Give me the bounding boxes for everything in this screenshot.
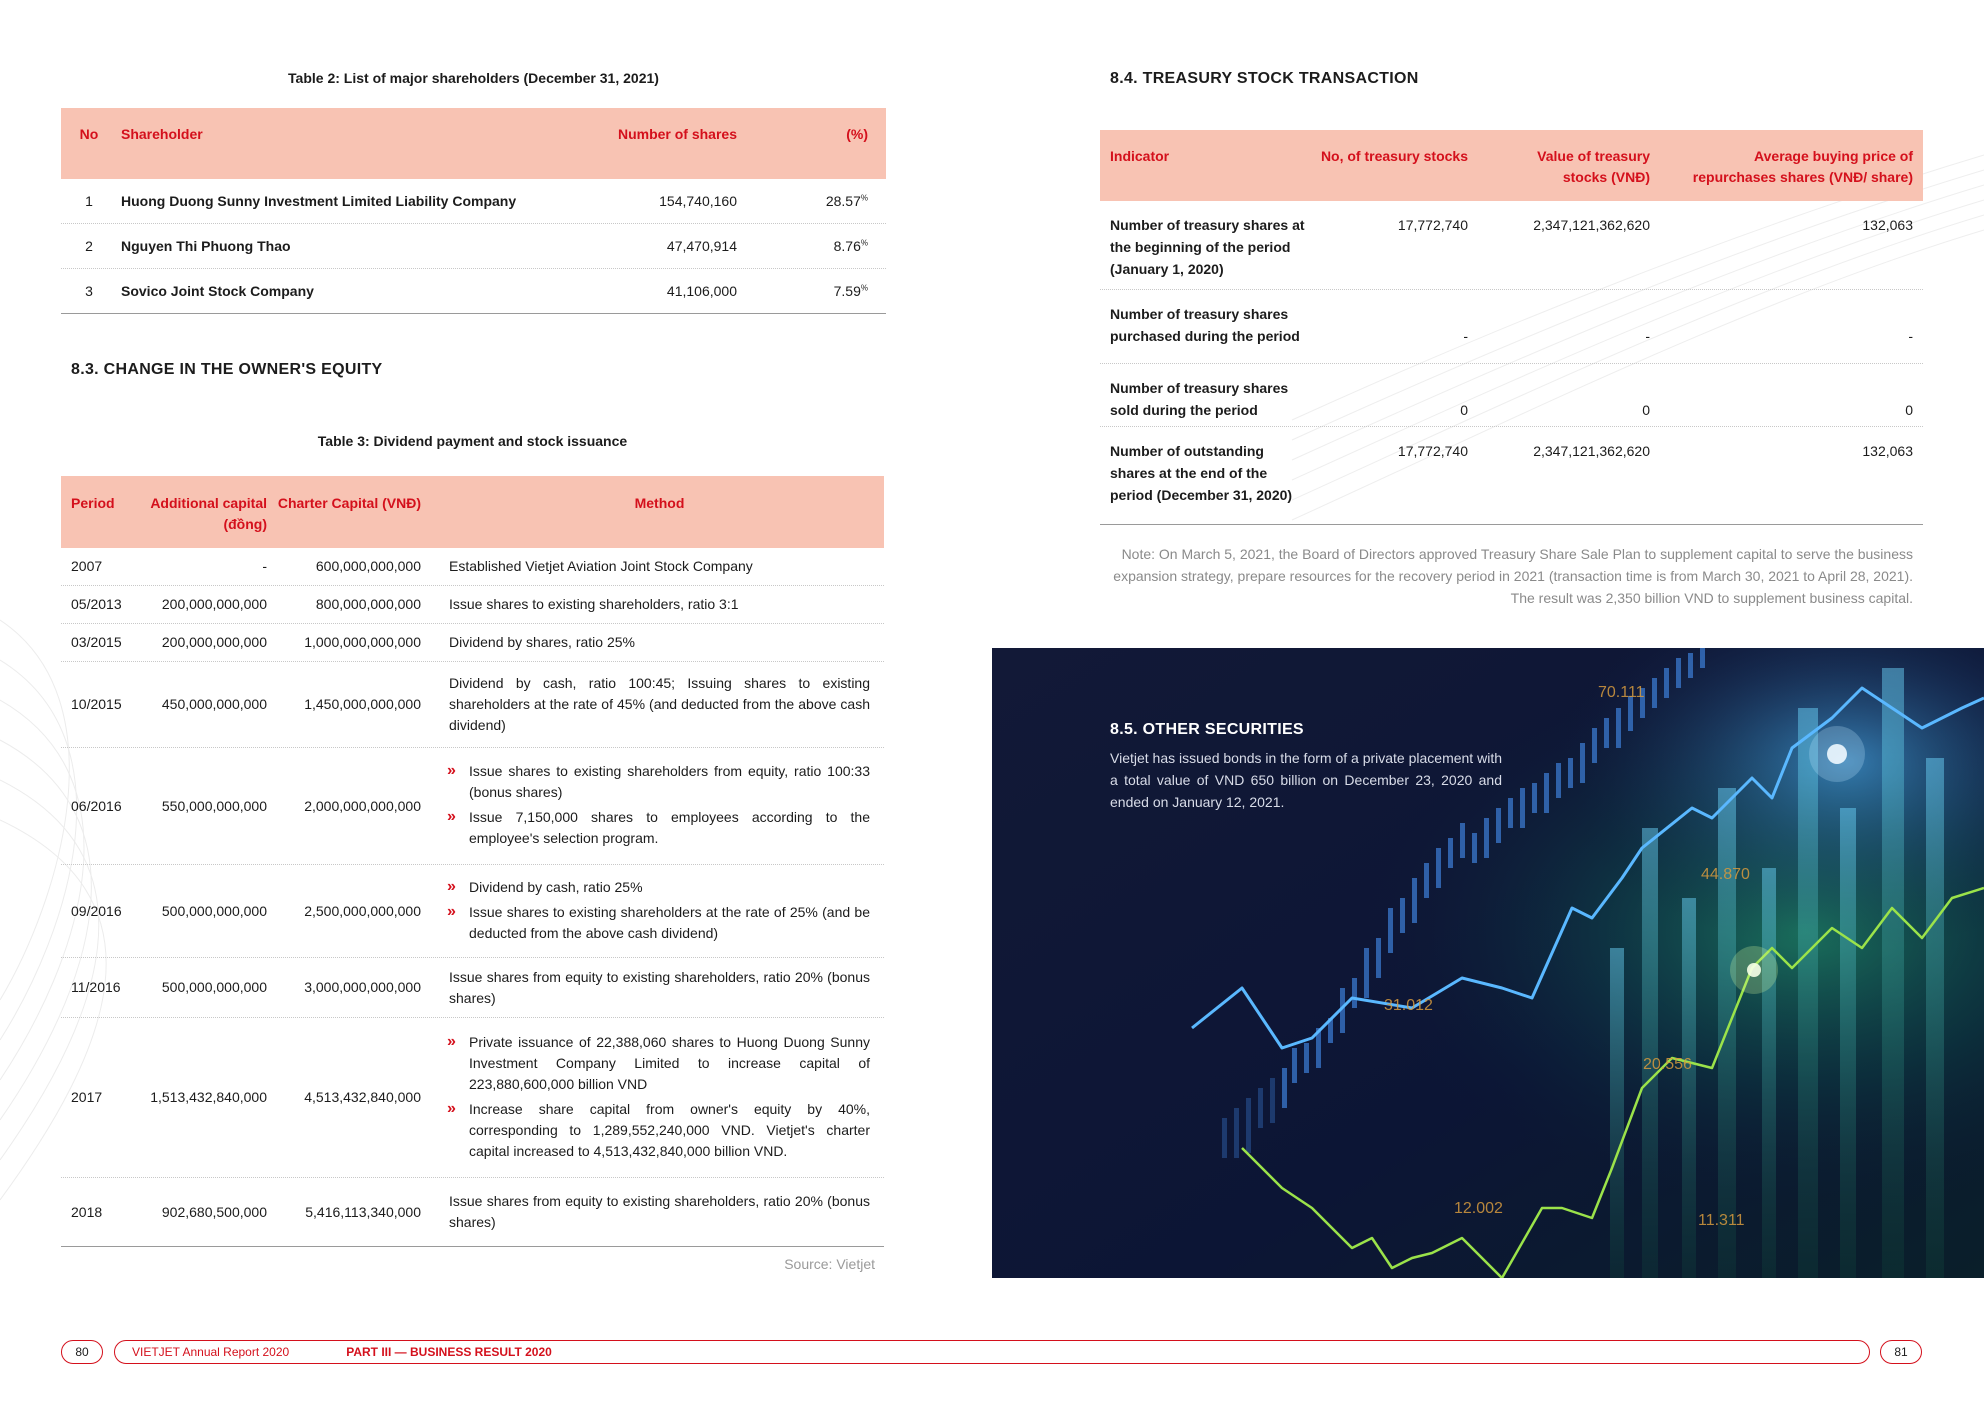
cell-period: 2018 <box>71 1203 103 1220</box>
cell-value: 2,347,121,362,620 <box>1533 443 1650 459</box>
source-note: Source: Vietjet <box>784 1256 875 1272</box>
chart-value-label: 31.012 <box>1384 997 1433 1014</box>
table-header <box>1100 130 1923 201</box>
cell-charter: 600,000,000,000 <box>315 558 421 574</box>
treasury-note: Note: On March 5, 2021, the Board of Directors approved Treasury Share Sale Plan to supplement capital to serve the business expansion strategy, prepare resources for the recovery period in 2021 (transaction time is from March 30, 2021 to April 28, 2021). The result was 2,350 billion VND to supplement business capital. <box>1113 546 1913 606</box>
table-row <box>61 958 884 1018</box>
cell-shareholder: Huong Duong Sunny Investment Limited Liability Company <box>121 193 517 209</box>
cell-charter: 3,000,000,000,000 <box>304 979 421 995</box>
cell-method: Issue shares from equity to existing shareholders, ratio 20% (bonus shares) <box>449 1193 870 1230</box>
cell-charter: 800,000,000,000 <box>315 596 421 612</box>
cell-count: 0 <box>1460 402 1468 418</box>
treasury-stock-table <box>1100 130 1923 525</box>
cell-value: 0 <box>1642 402 1650 418</box>
bullet-item: » Private issuance of 22,388,060 shares to Huong Duong Sunny Investment Company Limited to increase capital of 223,880,600,000 billion VND <box>445 1032 870 1095</box>
cell-charter: 2,500,000,000,000 <box>304 902 421 919</box>
cell-indicator: Number of treasury shares purchased during the period <box>1110 306 1300 344</box>
table-row <box>1100 201 1923 290</box>
cell-period: 10/2015 <box>71 696 122 712</box>
cell-value: - <box>1645 328 1650 344</box>
header-pct: (%) <box>846 126 868 142</box>
cell-count: - <box>1463 328 1468 344</box>
cell-shares: 47,470,914 <box>666 238 737 254</box>
cell-avg: 0 <box>1905 402 1913 418</box>
cell-additional: 450,000,000,000 <box>161 696 267 712</box>
header-method: Method <box>634 495 685 511</box>
cell-indicator: Number of treasury shares at the beginning of the period (January 1, 2020) <box>1110 217 1305 277</box>
header-indicator: Indicator <box>1110 148 1170 164</box>
cell-charter: 1,450,000,000,000 <box>304 696 421 712</box>
cell-avg: 132,063 <box>1862 443 1913 459</box>
table-row <box>61 1018 884 1178</box>
stock-chart-illustration <box>992 648 1984 1278</box>
header-additional: Additional capital (đồng) <box>150 495 267 532</box>
table-row <box>61 269 886 314</box>
cell-period: 2017 <box>71 1089 103 1105</box>
cell-period: 2007 <box>71 558 103 574</box>
cell-period: 11/2016 <box>71 979 121 995</box>
page-number: 81 <box>1880 1340 1922 1364</box>
cell-shares: 41,106,000 <box>666 283 737 299</box>
stock-graphic-background <box>992 648 1984 1278</box>
cell-pct: 7.59% <box>833 283 868 299</box>
table-row <box>1100 290 1923 364</box>
table-row <box>61 624 884 662</box>
cell-pct: 8.76% <box>833 238 868 254</box>
cell-no: 1 <box>85 193 93 209</box>
cell-period: 03/2015 <box>71 634 122 650</box>
table-row <box>1100 364 1923 427</box>
cell-method <box>421 759 884 853</box>
cell-method: Issue shares from equity to existing shareholders, ratio 20% (bonus shares) <box>449 968 870 1006</box>
cell-count: 17,772,740 <box>1397 217 1468 233</box>
cell-additional: 200,000,000,000 <box>161 634 267 650</box>
cell-method: Established Vietjet Aviation Joint Stock Company <box>449 558 753 574</box>
table-row <box>61 662 884 748</box>
chart-value-label: 20.556 <box>1643 1056 1692 1073</box>
cell-additional: - <box>262 558 267 574</box>
header-value: Value of treasury stocks (VNĐ) <box>1537 148 1650 185</box>
footer-part-title: PART III — BUSINESS RESULT 2020 <box>346 1345 552 1359</box>
header-period: Period <box>71 495 115 511</box>
table-row <box>1100 427 1923 525</box>
page-number: 80 <box>61 1340 103 1364</box>
table-row <box>61 548 884 586</box>
cell-period: 05/2013 <box>71 596 122 612</box>
cell-charter: 4,513,432,840,000 <box>304 1089 421 1105</box>
cell-avg: - <box>1908 328 1913 344</box>
cell-method: Dividend by cash, ratio 100:45; Issuing shares to existing shareholders at the rate of 45% (and deducted from the above cash dividend) <box>449 675 870 733</box>
cell-method: Issue shares to existing shareholders, ratio 3:1 <box>449 596 739 612</box>
shareholders-table <box>61 108 886 314</box>
table-row <box>61 224 886 269</box>
cell-count: 17,772,740 <box>1397 443 1468 459</box>
other-securities-text: Vietjet has issued bonds in the form of a private placement with a total value of VND 650 billion on December 23, 2020 and ended on January 12, 2021. <box>1110 750 1502 810</box>
bullet-item: » Issue 7,150,000 shares to employees according to the employee's selection program. <box>445 807 870 849</box>
cell-period: 06/2016 <box>71 797 122 814</box>
cell-charter: 5,416,113,340,000 <box>305 1203 421 1220</box>
bullet-item: » Increase share capital from owner's equity by 40%, corresponding to 1,289,552,240,000 VND. Vietjet's charter capital increased to 4,513,432,840,000 billion VND. <box>445 1099 870 1162</box>
bullet-item: » Issue shares to existing shareholders from equity, ratio 100:33 (bonus shares) <box>445 761 870 803</box>
bullet-item: » Dividend by cash, ratio 25% <box>445 877 870 898</box>
cell-additional: 550,000,000,000 <box>161 797 267 814</box>
cell-shares: 154,740,160 <box>659 193 737 209</box>
table2-caption: Table 2: List of major shareholders (December 31, 2021) <box>288 70 659 86</box>
cell-value: 2,347,121,362,620 <box>1533 217 1650 233</box>
cell-method: Dividend by shares, ratio 25% <box>449 634 635 650</box>
section-84-title: 8.4. TREASURY STOCK TRANSACTION <box>1110 70 1419 87</box>
cell-shareholder: Nguyen Thi Phuong Thao <box>121 238 291 254</box>
cell-additional: 500,000,000,000 <box>161 979 267 995</box>
header-shares: Number of shares <box>617 126 737 142</box>
footer-report-title: VIETJET Annual Report 2020 <box>132 1345 290 1359</box>
header-count: No, of treasury stocks <box>1320 148 1468 164</box>
chart-value-label: 12.002 <box>1454 1200 1503 1217</box>
cell-shareholder: Sovico Joint Stock Company <box>121 283 314 299</box>
cell-method <box>421 875 884 948</box>
table-header <box>61 108 886 179</box>
cell-no: 3 <box>85 283 93 299</box>
chart-value-label: 70.111 <box>1598 684 1645 701</box>
table-row <box>61 865 884 958</box>
cell-additional: 1,513,432,840,000 <box>150 1089 267 1105</box>
header-no: No <box>79 126 99 142</box>
chart-value-label: 11.311 <box>1698 1212 1745 1229</box>
table-row <box>61 1178 884 1247</box>
cell-charter: 2,000,000,000,000 <box>304 797 421 814</box>
header-shareholder: Shareholder <box>121 126 203 142</box>
dividend-table <box>61 476 884 1247</box>
header-avg: Average buying price of repurchases shares (VNĐ/ share) <box>1692 148 1913 185</box>
cell-period: 09/2016 <box>71 902 122 919</box>
table-row <box>61 748 884 865</box>
cell-charter: 1,000,000,000,000 <box>304 634 421 650</box>
section-85-title: 8.5. OTHER SECURITIES <box>1110 721 1304 738</box>
cell-no: 2 <box>85 238 93 254</box>
cell-pct: 28.57% <box>825 193 868 209</box>
chart-value-label: 44.870 <box>1701 866 1750 883</box>
cell-additional: 200,000,000,000 <box>161 596 267 612</box>
table-header <box>61 476 884 548</box>
table-row <box>61 586 884 624</box>
cell-avg: 132,063 <box>1862 217 1913 233</box>
cell-indicator: Number of outstanding shares at the end of the period (December 31, 2020) <box>1110 443 1293 503</box>
bullet-item: » Issue shares to existing shareholders at the rate of 25% (and be deducted from the above cash dividend) <box>445 902 870 944</box>
cell-indicator: Number of treasury shares sold during the period <box>1110 380 1289 418</box>
cell-method <box>421 1030 884 1166</box>
cell-additional: 902,680,500,000 <box>161 1203 267 1220</box>
cell-additional: 500,000,000,000 <box>161 902 267 919</box>
header-charter: Charter Capital (VNĐ) <box>277 495 421 511</box>
section-83-title: 8.3. CHANGE IN THE OWNER'S EQUITY <box>71 361 383 378</box>
table-row <box>61 179 886 224</box>
table3-caption: Table 3: Dividend payment and stock issuance <box>317 433 628 449</box>
